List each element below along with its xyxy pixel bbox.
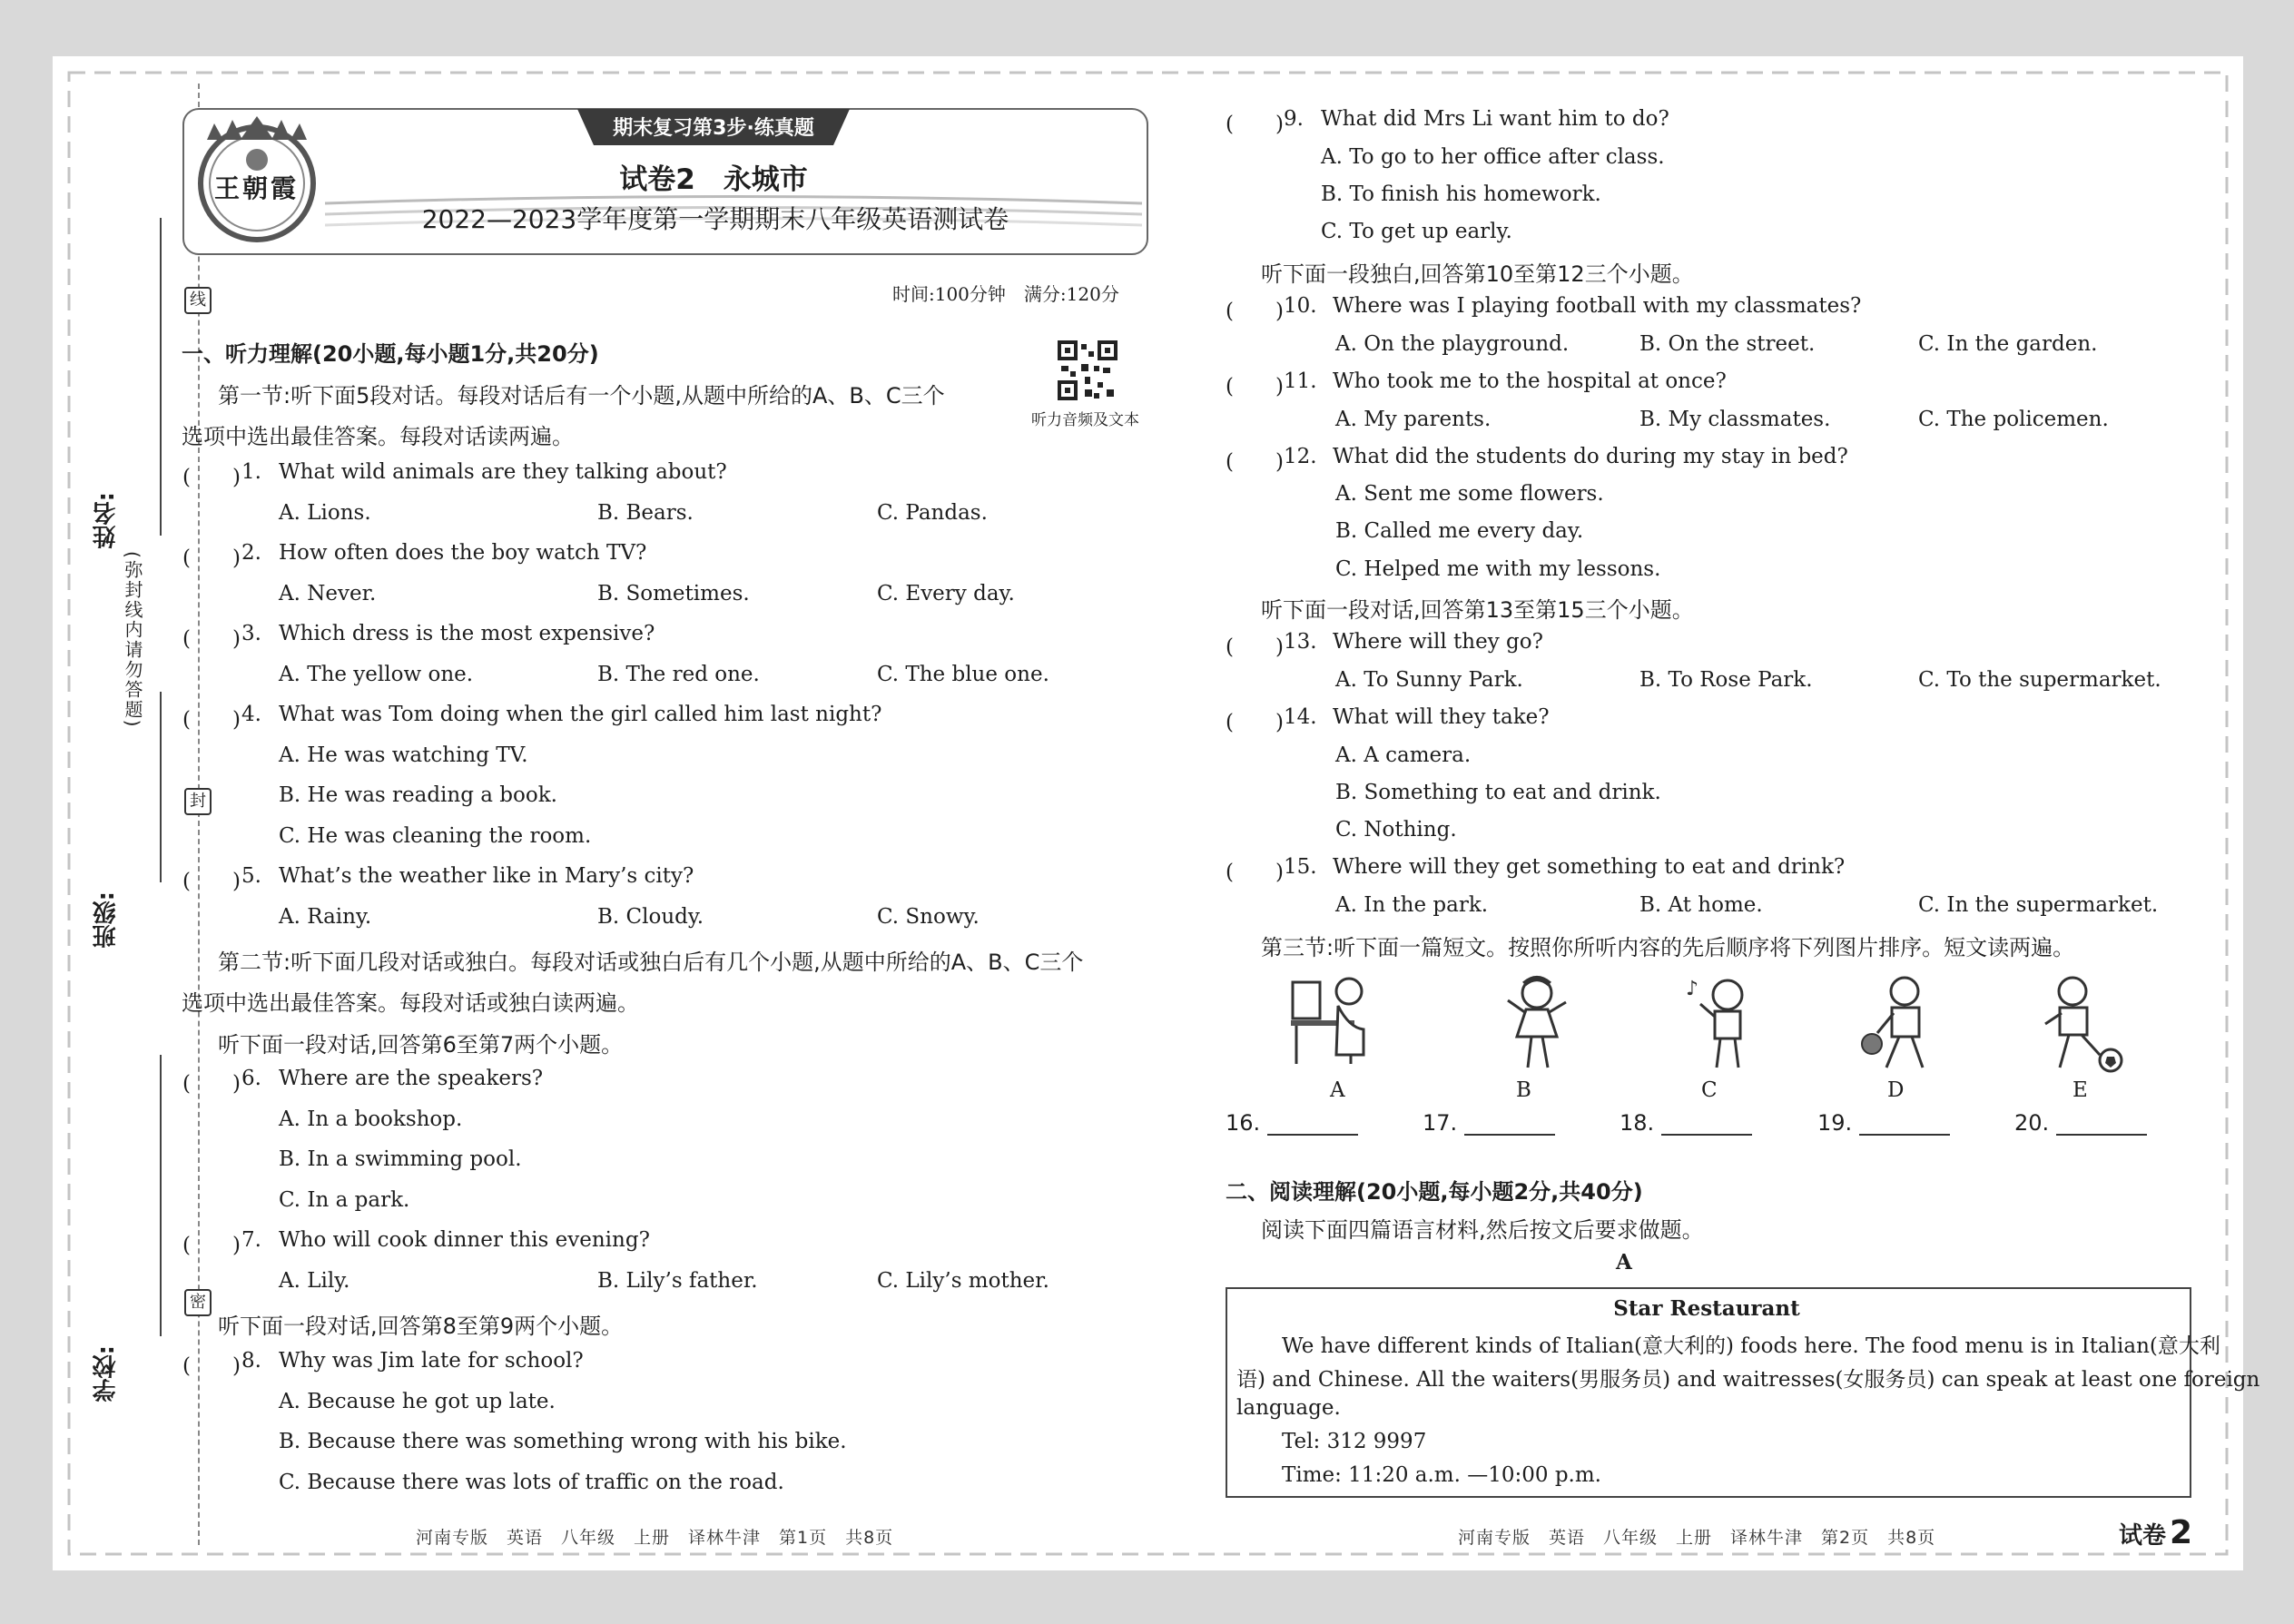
question-text-11: Who took me to the hospital at once? <box>1333 369 1727 393</box>
q9-option-a[interactable]: A. To go to her office after class. <box>1321 145 1665 169</box>
blank-18-label: 18. <box>1620 1110 1655 1136</box>
q10-option-a[interactable]: A. On the playground. <box>1335 332 1570 356</box>
q1-option-c[interactable]: C. Pandas. <box>877 501 988 525</box>
answer-paren-13[interactable]: ( ) <box>1226 635 1284 659</box>
question-number-3: 3. <box>241 622 261 645</box>
spacer <box>1130 973 1131 974</box>
q5-option-a[interactable]: A. Rainy. <box>279 905 372 929</box>
part1-heading: 一、听力理解(20小题,每小题1分,共20分) <box>182 341 599 367</box>
question-text-8: Why was Jim late for school? <box>279 1349 584 1373</box>
blank-19-label: 19. <box>1817 1110 1853 1136</box>
question-number-15: 15. <box>1284 855 1317 879</box>
name-field-line[interactable] <box>160 218 162 536</box>
q1-option-b[interactable]: B. Bears. <box>597 501 694 525</box>
q8-option-b[interactable]: B. Because there was something wrong with his bike. <box>279 1430 847 1453</box>
class-field-line[interactable] <box>160 692 162 882</box>
q13-option-c[interactable]: C. To the supermarket. <box>1918 668 2161 692</box>
passage-label: A <box>1616 1250 1632 1275</box>
qr-caption: 听力音频及文本 <box>1031 411 1139 429</box>
paper-tag-text: 试卷 <box>2119 1522 2167 1550</box>
section3-instr: 第三节:听下面一篇短文。按照你所听内容的先后顺序将下列图片排序。短文读两遍。 <box>1261 935 2075 960</box>
question-text-2: How often does the boy watch TV? <box>279 541 647 565</box>
picture-label-c: C <box>1701 1078 1718 1102</box>
q1-option-a[interactable]: A. Lions. <box>279 501 371 525</box>
passage-line-2: 语) and Chinese. All the waiters(男服务员) and waitresses(女服务员) can speak at least one foreign <box>1236 1368 2260 1392</box>
passage-tel: Tel: 312 9997 <box>1282 1430 1427 1453</box>
name-field-label: 姓名: <box>93 492 120 549</box>
picture-c-singing-boy <box>1682 973 1764 1073</box>
q15-option-c[interactable]: C. In the supermarket. <box>1918 893 2159 917</box>
q14-option-a[interactable]: A. A camera. <box>1335 743 1472 767</box>
q11-option-c[interactable]: C. The policemen. <box>1918 408 2109 431</box>
question-number-9: 9. <box>1284 107 1304 131</box>
answer-paren-1[interactable]: ( ) <box>182 466 241 489</box>
q5-option-b[interactable]: B. Cloudy. <box>597 905 704 929</box>
blank-17-label: 17. <box>1423 1110 1458 1136</box>
question-number-10: 10. <box>1284 294 1317 318</box>
question-text-10: Where was I playing football with my classmates? <box>1333 294 1862 318</box>
question-number-12: 12. <box>1284 445 1317 468</box>
q3-option-a[interactable]: A. The yellow one. <box>279 663 474 686</box>
q10-option-b[interactable]: B. On the street. <box>1639 332 1816 356</box>
picture-d-basketball-boy <box>1859 973 1941 1073</box>
exam-paper <box>53 56 2260 1570</box>
blank-16[interactable] <box>1226 1110 1358 1136</box>
question-text-5: What’s the weather like in Mary’s city? <box>279 864 694 888</box>
paper-tag <box>2119 1514 2192 1551</box>
answer-paren-7[interactable]: ( ) <box>182 1234 241 1257</box>
q3-option-b[interactable]: B. The red one. <box>597 663 760 686</box>
picture-label-d: D <box>1887 1078 1905 1102</box>
question-text-14: What will they take? <box>1333 705 1550 729</box>
class-field-label: 班级: <box>93 891 120 949</box>
section2-instr-1: 第二节:听下面几段对话或独白。每段对话或独白后有几个小题,从题中所给的A、B、C三个 <box>218 950 1084 975</box>
q2-option-c[interactable]: C. Every day. <box>877 582 1015 605</box>
q12-option-b[interactable]: B. Called me every day. <box>1335 519 1584 543</box>
school-field-label: 学校: <box>93 1345 120 1403</box>
blank-16-line[interactable] <box>1267 1114 1358 1136</box>
answer-paren-8[interactable]: ( ) <box>182 1354 241 1378</box>
binding-mark-line: 线 <box>184 287 212 314</box>
answer-paren-10[interactable]: ( ) <box>1226 300 1284 323</box>
footer-right: 河南专版 英语 八年级 上册 译林牛津 第2页 共8页 <box>1458 1528 1936 1548</box>
review-banner: 期末复习第3步·练真题 <box>613 117 814 140</box>
answer-paren-2[interactable]: ( ) <box>182 546 241 570</box>
blank-18[interactable] <box>1620 1110 1752 1136</box>
binding-mark-seal: 封 <box>184 788 212 815</box>
q13-option-b[interactable]: B. To Rose Park. <box>1639 668 1813 692</box>
picture-a-computer-girl <box>1287 973 1378 1073</box>
section1-instr-2: 选项中选出最佳答案。每段对话读两遍。 <box>182 424 574 449</box>
question-text-6: Where are the speakers? <box>279 1067 544 1090</box>
question-number-5: 5. <box>241 864 261 888</box>
q15-option-b[interactable]: B. At home. <box>1639 893 1763 917</box>
q9-option-c[interactable]: C. To get up early. <box>1321 220 1512 243</box>
q12-option-c[interactable]: C. Helped me with my lessons. <box>1335 557 1661 581</box>
picture-label-b: B <box>1516 1078 1531 1102</box>
paper-tag-number: 2 <box>2170 1514 2193 1551</box>
q5-option-c[interactable]: C. Snowy. <box>877 905 980 929</box>
q10-option-c[interactable]: C. In the garden. <box>1918 332 2098 356</box>
blank-16-label: 16. <box>1226 1110 1261 1136</box>
question-text-9: What did Mrs Li want him to do? <box>1321 107 1669 131</box>
instr-10-12: 听下面一段独白,回答第10至第12三个小题。 <box>1261 261 1694 287</box>
instr-13-15: 听下面一段对话,回答第13至第15三个小题。 <box>1261 597 1694 623</box>
answer-paren-6[interactable]: ( ) <box>182 1072 241 1096</box>
picture-label-a: A <box>1330 1078 1345 1102</box>
blank-20-label: 20. <box>2014 1110 2050 1136</box>
q4-option-a[interactable]: A. He was watching TV. <box>279 743 528 767</box>
blank-19-line[interactable] <box>1859 1114 1950 1136</box>
passage-line-3: language. <box>1236 1396 1341 1420</box>
picture-label-e: E <box>2072 1078 2088 1102</box>
question-number-4: 4. <box>241 703 261 726</box>
blank-17-line[interactable] <box>1464 1114 1555 1136</box>
q7-option-a[interactable]: A. Lily. <box>279 1269 350 1293</box>
question-number-1: 1. <box>241 460 261 484</box>
question-text-12: What did the students do during my stay in bed? <box>1333 445 1848 468</box>
question-text-1: What wild animals are they talking about? <box>279 460 727 484</box>
svg-text:♪: ♪ <box>1686 978 1699 1000</box>
q12-option-a[interactable]: A. Sent me some flowers. <box>1335 482 1604 506</box>
footer-left: 河南专版 英语 八年级 上册 译林牛津 第1页 共8页 <box>416 1528 894 1548</box>
passage-line-1: We have different kinds of Italian(意大利的) foods here. The food menu is in Italian(意大利 <box>1282 1334 2220 1358</box>
q6-option-a[interactable]: A. In a bookshop. <box>279 1107 463 1131</box>
answer-paren-12[interactable]: ( ) <box>1226 450 1284 474</box>
q7-option-c[interactable]: C. Lily’s mother. <box>877 1269 1049 1293</box>
answer-paren-11[interactable]: ( ) <box>1226 375 1284 399</box>
binding-mark-secret: 密 <box>184 1289 212 1316</box>
question-number-6: 6. <box>241 1067 261 1090</box>
answer-paren-3[interactable]: ( ) <box>182 627 241 651</box>
question-number-11: 11. <box>1284 369 1317 393</box>
passage-time: Time: 11:20 a.m. —10:00 p.m. <box>1282 1463 1601 1487</box>
binding-note: (弥封线内请勿答题) <box>120 551 146 729</box>
answer-paren-5[interactable]: ( ) <box>182 870 241 893</box>
logo-text: 王朝霞 <box>214 173 300 203</box>
question-text-13: Where will they go? <box>1333 630 1543 654</box>
q4-option-c[interactable]: C. He was cleaning the room. <box>279 824 592 848</box>
q13-option-a[interactable]: A. To Sunny Park. <box>1335 668 1523 692</box>
q7-option-b[interactable]: B. Lily’s father. <box>597 1269 758 1293</box>
question-number-2: 2. <box>241 541 261 565</box>
part2-heading: 二、阅读理解(20小题,每小题2分,共40分) <box>1226 1179 1643 1205</box>
answer-paren-4[interactable]: ( ) <box>182 708 241 732</box>
question-text-4: What was Tom doing when the girl called him last night? <box>279 703 882 726</box>
question-number-13: 13. <box>1284 630 1317 654</box>
question-number-7: 7. <box>241 1228 261 1252</box>
section1-instr-1: 第一节:听下面5段对话。每段对话后有一个小题,从题中所给的A、B、C三个 <box>218 383 945 408</box>
question-number-14: 14. <box>1284 705 1317 729</box>
instr-6-7: 听下面一段对话,回答第6至第7两个小题。 <box>218 1032 624 1058</box>
blank-17[interactable] <box>1423 1110 1555 1136</box>
q14-option-b[interactable]: B. Something to eat and drink. <box>1335 781 1661 804</box>
q15-option-a[interactable]: A. In the park. <box>1335 893 1489 917</box>
q8-option-c[interactable]: C. Because there was lots of traffic on the road. <box>279 1471 784 1494</box>
blank-20[interactable] <box>2014 1110 2147 1136</box>
q6-option-b[interactable]: B. In a swimming pool. <box>279 1147 522 1171</box>
question-text-15: Where will they get something to eat and drink? <box>1333 855 1846 879</box>
q6-option-c[interactable]: C. In a park. <box>279 1188 410 1212</box>
section2-instr-2: 选项中选出最佳答案。每段对话或独白读两遍。 <box>182 990 639 1016</box>
q3-option-c[interactable]: C. The blue one. <box>877 663 1049 686</box>
q2-option-a[interactable]: A. Never. <box>279 582 377 605</box>
school-field-line[interactable] <box>160 1055 162 1336</box>
picture-b-dancing-girl <box>1501 973 1573 1073</box>
q11-option-a[interactable]: A. My parents. <box>1335 408 1492 431</box>
question-text-3: Which dress is the most expensive? <box>279 622 655 645</box>
blank-19[interactable] <box>1817 1110 1950 1136</box>
exam-meta: 时间:100分钟 满分:120分 <box>892 283 1119 305</box>
qr-code-icon[interactable] <box>1058 340 1117 400</box>
q14-option-c[interactable]: C. Nothing. <box>1335 818 1457 842</box>
instr-8-9: 听下面一段对话,回答第8至第9两个小题。 <box>218 1314 624 1339</box>
q11-option-b[interactable]: B. My classmates. <box>1639 408 1831 431</box>
q2-option-b[interactable]: B. Sometimes. <box>597 582 750 605</box>
question-number-8: 8. <box>241 1349 261 1373</box>
part2-instr: 阅读下面四篇语言材料,然后按文后要求做题。 <box>1261 1217 1704 1243</box>
blank-18-line[interactable] <box>1661 1114 1752 1136</box>
paper-subtitle: 2022—2023学年度第一学期期末八年级英语测试卷 <box>421 204 1009 234</box>
answer-paren-14[interactable]: ( ) <box>1226 711 1284 734</box>
picture-e-football-boy <box>2036 973 2127 1073</box>
q4-option-b[interactable]: B. He was reading a book. <box>279 783 557 807</box>
q8-option-a[interactable]: A. Because he got up late. <box>279 1390 556 1413</box>
paper-title: 试卷2 永城市 <box>619 163 808 196</box>
blank-20-line[interactable] <box>2056 1114 2147 1136</box>
answer-paren-9[interactable]: ( ) <box>1226 113 1284 136</box>
answer-paren-15[interactable]: ( ) <box>1226 861 1284 884</box>
passage-box-title: Star Restaurant <box>1613 1296 1800 1321</box>
question-text-7: Who will cook dinner this evening? <box>279 1228 650 1252</box>
q9-option-b[interactable]: B. To finish his homework. <box>1321 182 1601 206</box>
